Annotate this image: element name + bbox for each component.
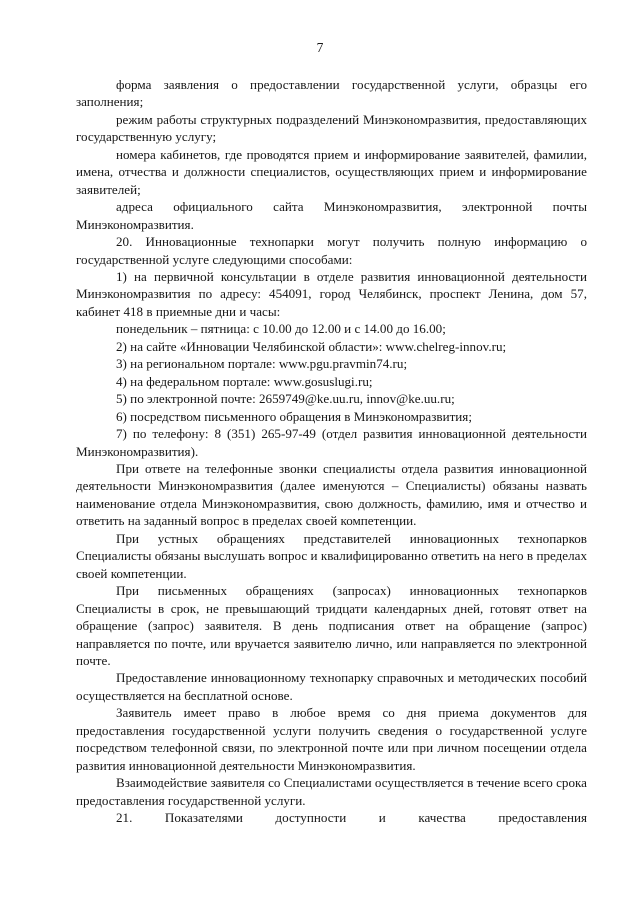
list-item-consultation: 1) на первичной консультации в отделе развития инновационной деятельности Минэкономразвития по адресу: 454091, город Челябинск, проспект Ленина, дом 57, кабинет 418 в приемные дни и часы: <box>76 268 587 319</box>
paragraph-office-numbers: номера кабинетов, где проводятся прием и информирование заявителей, фамилии, имена, отчества и должности специалистов, осуществляющих прием и информирование заявителей; <box>76 146 587 197</box>
document-body <box>76 76 587 826</box>
paragraph-oral-requests: При устных обращениях представителей инновационных технопарков Специалисты обязаны выслушать вопрос и квалифицированно ответить на него в пределах своей компетенции. <box>76 530 587 581</box>
paragraph-phone-calls: При ответе на телефонные звонки специалисты отдела развития инновационной деятельности Минэкономразвития (далее именуются – Специалисты) обязаны назвать наименование отдела Минэкономразвития, свою должность, фамилию, имя и отчество и ответить на заданный вопрос в пределах своей компетенции. <box>76 460 587 529</box>
paragraph-clause-20: 20. Инновационные технопарки могут получить полную информацию о государственной услуге следующими способами: <box>76 234 587 267</box>
paragraph-website-addresses: адреса официального сайта Минэкономразвития, электронной почты Минэкономразвития. <box>76 199 587 232</box>
paragraph-application-form: форма заявления о предоставлении государственной услуги, образцы его заполнения; <box>76 77 587 110</box>
list-item-innovation-website: 2) на сайте «Инновации Челябинской области»: www.chelreg-innov.ru; <box>116 338 507 354</box>
paragraph-interaction: Взаимодействие заявителя со Специалистами осуществляется в течение всего срока предоставления государственной услуги. <box>76 775 587 808</box>
paragraph-applicant-rights: Заявитель имеет право в любое время со дня приема документов для предоставления государственной услуги получить сведения о государственной услуге посредством телефонной связи, по электронной почте или при личном посещении отдела развития инновационной деятельности Минэкономразвития. <box>76 705 587 773</box>
list-item-phone: 7) по телефону: 8 (351) 265-97-49 (отдел развития инновационной деятельности Минэкономразвития). <box>76 426 587 459</box>
paragraph-work-schedule: режим работы структурных подразделений Минэкономразвития, предоставляющих государственную услугу; <box>76 111 587 145</box>
paragraph-clause-21: 21. Показателями доступности и качества предоставления <box>116 810 587 826</box>
list-item-email: 5) по электронной почте: 2659749@ke.uu.ru, innov@ke.uu.ru; <box>116 391 455 407</box>
list-item-office-hours: понедельник – пятница: с 10.00 до 12.00 и с 14.00 до 16.00; <box>116 321 446 337</box>
page-number: 7 <box>316 40 324 55</box>
list-item-regional-portal: 3) на региональном портале: www.pgu.pravmin74.ru; <box>116 356 408 372</box>
list-item-written-request: 6) посредством письменного обращения в Минэкономразвития; <box>116 408 472 424</box>
paragraph-written-requests: При письменных обращениях (запросах) инновационных технопарков Специалисты в срок, не превышающий тридцати календарных дней, готовят ответ на обращение (запрос) заявителя. В день подписания ответ на обращение (запрос) направляется по почте, или вручается заявителю лично, или направляется по электронной почте. <box>76 583 587 668</box>
paragraph-free-materials: Предоставление инновационному технопарку справочных и методических пособий осуществляется на бесплатной основе. <box>76 670 587 703</box>
list-item-federal-portal: 4) на федеральном портале: www.gosuslugi.ru; <box>116 373 373 389</box>
